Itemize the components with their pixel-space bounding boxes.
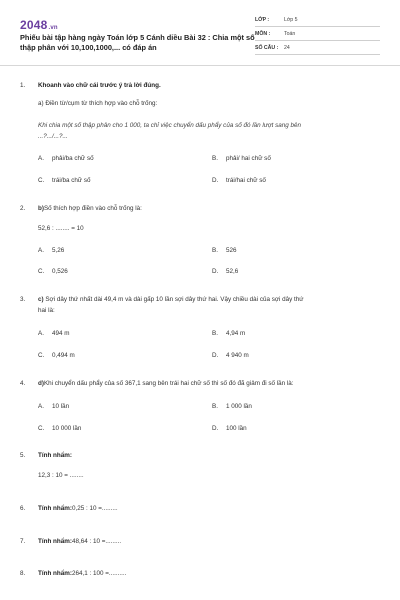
- logo-suffix: .vn: [48, 25, 58, 31]
- option-text: phải/ba chữ số: [52, 155, 94, 162]
- option-text: trái/ba chữ số: [52, 177, 91, 184]
- option-label: A.: [38, 330, 44, 337]
- option-text: 0,526: [52, 268, 68, 275]
- option-label: A.: [38, 403, 44, 410]
- meta-class-value: Lớp 5: [284, 17, 298, 23]
- meta-subject-row: [255, 28, 380, 41]
- question-number: 6.: [20, 505, 26, 512]
- question-part-label: c): [38, 296, 44, 303]
- question-number: 7.: [20, 538, 26, 545]
- question-title: Tính nhẩm:: [38, 452, 72, 459]
- option-label: D.: [212, 268, 219, 275]
- option-text: 0,494 m: [52, 352, 75, 359]
- question-number: 4.: [20, 380, 26, 387]
- meta-class-row: [255, 14, 380, 27]
- option-label: C.: [38, 425, 45, 432]
- option-c[interactable]: [38, 425, 81, 434]
- option-c[interactable]: [38, 268, 68, 277]
- question-number: 1.: [20, 82, 26, 89]
- page-title: Phiếu bài tập hàng ngày Toán lớp 5 Cánh diều Bài 32 : Chia một số thập phân với 10,100,1000,... có đáp án: [20, 33, 255, 52]
- option-a[interactable]: [38, 330, 70, 339]
- question-2-expression: 52,6 : ........ = 10: [38, 225, 84, 232]
- option-text: 10 000 lần: [52, 425, 82, 432]
- option-c[interactable]: [38, 352, 75, 361]
- option-text: 526: [226, 247, 237, 254]
- option-b[interactable]: [212, 155, 271, 164]
- question-5-expression: 12,3 : 10 = ........: [38, 472, 84, 479]
- question-number: 5.: [20, 452, 26, 459]
- option-d[interactable]: [212, 177, 266, 186]
- question-expression: 264,1 : 100 =..........: [71, 570, 127, 577]
- option-label: B.: [212, 330, 218, 337]
- option-text: 4,94 m: [226, 330, 246, 337]
- question-title: Sợi dây thứ nhất dài 49,4 m và dài gấp 10 lần sợi dây thứ hai. Vậy chiều dài của sợi dây thứ: [43, 296, 304, 303]
- option-label: D.: [212, 177, 219, 184]
- option-label: A.: [38, 247, 44, 254]
- question-expression: 0,25 : 10 =.........: [71, 505, 118, 512]
- option-a[interactable]: [38, 247, 64, 256]
- question-expression: 48,64 : 10 =.........: [71, 538, 122, 545]
- option-text: trái/hai chữ số: [226, 177, 266, 184]
- option-label: C.: [38, 352, 45, 359]
- question-title: Khi chuyển dấu phẩy của số 367,1 sang bên trái hai chữ số thì số đó đã giảm đi số lần là:: [43, 380, 294, 387]
- option-d[interactable]: [212, 425, 247, 434]
- option-label: B.: [212, 155, 218, 162]
- question-1-stem-line1: Khi chia một số thập phân cho 1 000, ta chỉ việc chuyển dấu phẩy của số đó lần lượt sang bên: [38, 122, 301, 129]
- question-title: Số thích hợp điền vào chỗ trống là:: [43, 205, 142, 212]
- question-title: Tính nhẩm:: [38, 538, 72, 545]
- option-label: B.: [212, 403, 218, 410]
- question-number: 8.: [20, 570, 26, 577]
- question-1-part-a: a) Điền từ/cụm từ thích hợp vào chỗ trống:: [38, 100, 158, 107]
- question-title: Khoanh vào chữ cái trước ý trả lời đúng.: [38, 82, 161, 89]
- site-logo[interactable]: [20, 17, 58, 33]
- meta-subject-value: Toán: [284, 31, 296, 37]
- question-title: Tính nhẩm:: [38, 570, 72, 577]
- worksheet-header: [0, 0, 400, 66]
- question-number: 2.: [20, 205, 26, 212]
- option-b[interactable]: [212, 330, 245, 339]
- option-d[interactable]: [212, 352, 249, 361]
- option-b[interactable]: [212, 247, 237, 256]
- option-b[interactable]: [212, 403, 252, 412]
- option-text: 10 lần: [52, 403, 70, 410]
- meta-count-key: SỐ CÂU :: [255, 45, 279, 51]
- option-label: A.: [38, 155, 44, 162]
- option-text: 1 000 lần: [226, 403, 252, 410]
- question-1-stem-line2: ...?.../...?...: [38, 133, 68, 140]
- meta-count-value: 24: [284, 45, 290, 51]
- option-text: phải/ hai chữ số: [226, 155, 271, 162]
- option-text: 4 940 m: [226, 352, 249, 359]
- option-text: 100 lần: [226, 425, 247, 432]
- meta-subject-key: MÔN :: [255, 31, 271, 37]
- option-label: C.: [38, 268, 45, 275]
- option-text: 494 m: [52, 330, 70, 337]
- option-text: 5,26: [52, 247, 65, 254]
- meta-class-key: LỚP :: [255, 17, 270, 23]
- question-part-label: b): [38, 205, 44, 212]
- meta-count-row: [255, 42, 380, 55]
- option-label: D.: [212, 425, 219, 432]
- option-label: D.: [212, 352, 219, 359]
- option-c[interactable]: [38, 177, 91, 186]
- question-title: Tính nhẩm:: [38, 505, 72, 512]
- option-d[interactable]: [212, 268, 238, 277]
- option-label: C.: [38, 177, 45, 184]
- logo-text: 2048: [20, 18, 48, 32]
- question-3-line2: hai là:: [38, 307, 55, 314]
- option-a[interactable]: [38, 155, 94, 164]
- question-part-label: d): [38, 380, 44, 387]
- option-label: B.: [212, 247, 218, 254]
- option-a[interactable]: [38, 403, 69, 412]
- option-text: 52,6: [226, 268, 239, 275]
- question-number: 3.: [20, 296, 26, 303]
